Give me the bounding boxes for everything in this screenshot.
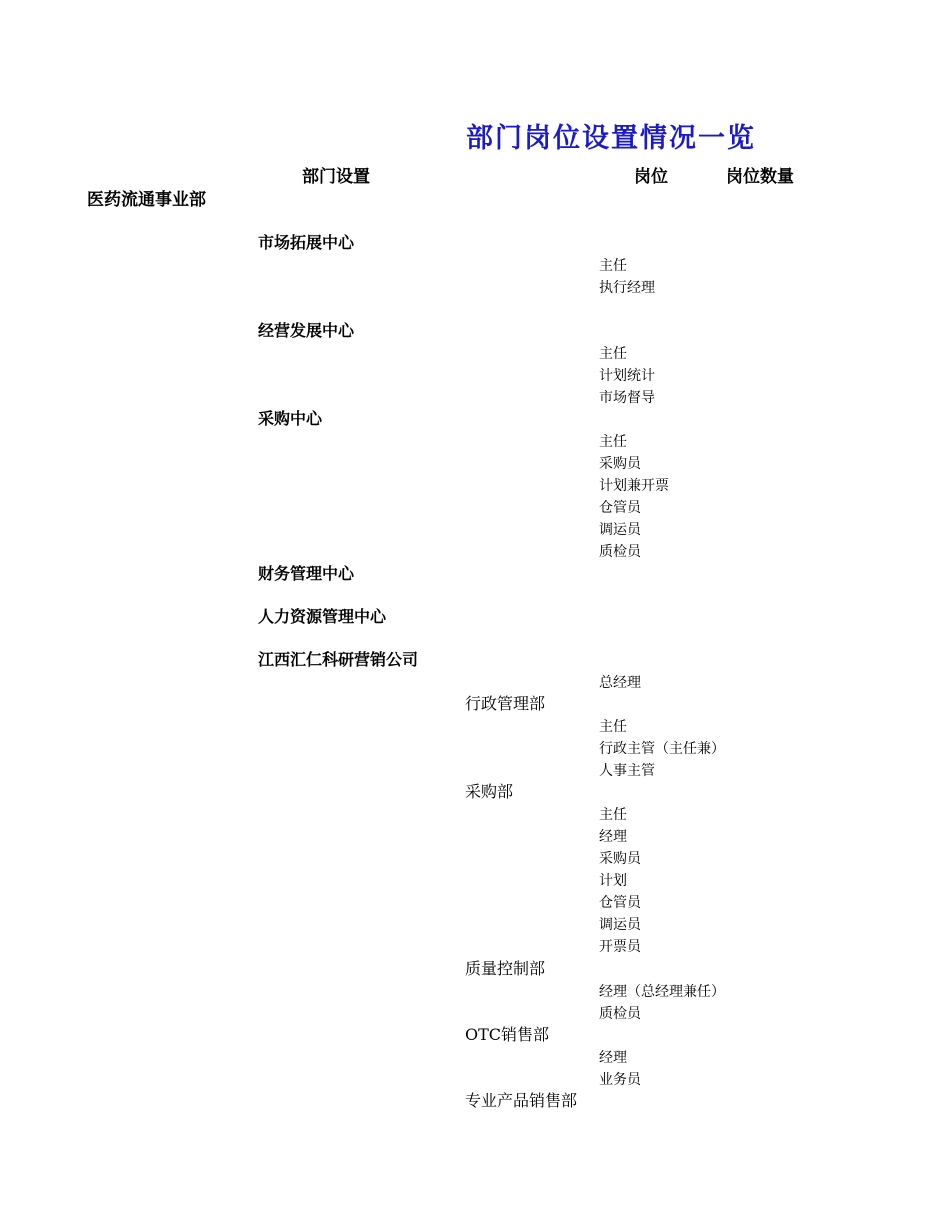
center-business: 经营发展中心: [258, 321, 355, 340]
dept-professional: 专业产品销售部: [465, 1091, 578, 1110]
header-dept: 部门设置: [302, 167, 370, 186]
position-item: 调运员: [599, 917, 641, 933]
position-item: 主任: [599, 719, 627, 735]
position-item: 经理: [599, 1050, 627, 1066]
position-item: 执行经理: [599, 280, 655, 296]
center-hr: 人力资源管理中心: [258, 607, 387, 626]
position-item: 调运员: [599, 522, 641, 538]
dept-otc: OTC销售部: [465, 1025, 550, 1044]
page-title: 部门岗位设置情况一览: [466, 123, 756, 154]
dept-quality: 质量控制部: [465, 959, 546, 978]
position-item: 开票员: [599, 939, 641, 955]
position-item: 市场督导: [599, 390, 655, 406]
dept-admin: 行政管理部: [465, 694, 546, 713]
position-item: 人事主管: [599, 763, 655, 779]
position-item: 计划: [599, 873, 627, 889]
dept-purchase: 采购部: [465, 782, 514, 801]
organization-name: 医药流通事业部: [87, 190, 206, 209]
position-item: 计划兼开票: [599, 478, 669, 494]
position-item: 行政主管（主任兼）: [599, 741, 725, 757]
position-item: 主任: [599, 258, 627, 274]
header-position: 岗位: [634, 167, 668, 186]
position-item: 仓管员: [599, 895, 641, 911]
position-item: 计划统计: [599, 368, 655, 384]
center-company: 江西汇仁科研营销公司: [258, 650, 419, 669]
center-market: 市场拓展中心: [258, 233, 355, 252]
position-item: 质检员: [599, 1006, 641, 1022]
position-item: 主任: [599, 346, 627, 362]
center-finance: 财务管理中心: [258, 564, 355, 583]
position-item: 经理（总经理兼任）: [599, 984, 725, 1000]
position-item: 仓管员: [599, 500, 641, 516]
position-item: 主任: [599, 807, 627, 823]
position-item: 主任: [599, 434, 627, 450]
center-purchase: 采购中心: [258, 409, 323, 428]
position-item: 业务员: [599, 1072, 641, 1088]
position-item: 经理: [599, 829, 627, 845]
position-item: 质检员: [599, 544, 641, 560]
header-count: 岗位数量: [726, 167, 794, 186]
position-item: 采购员: [599, 851, 641, 867]
position-item: 采购员: [599, 456, 641, 472]
position-item: 总经理: [599, 675, 641, 691]
